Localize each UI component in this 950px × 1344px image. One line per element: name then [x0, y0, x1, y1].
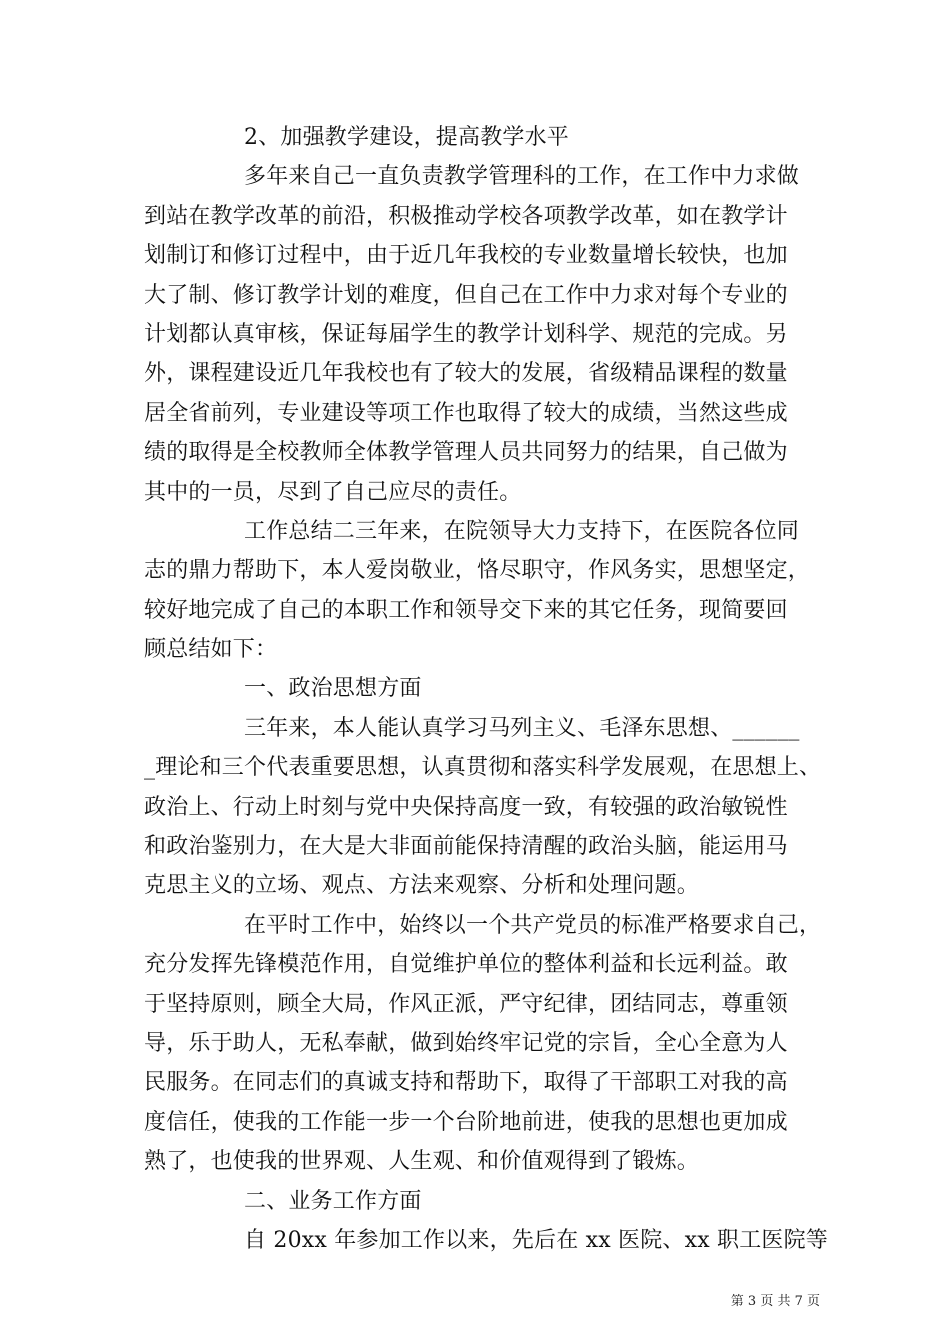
- text-line: 和政治鉴别力，在大是大非面前能保持清醒的政治头脑，能运用马: [144, 834, 788, 860]
- text-line: 充分发挥先锋模范作用，自觉维护单位的整体利益和长远利益。敢: [144, 952, 788, 978]
- text-line: _理论和三个代表重要思想，认真贯彻和落实科学发展观，在思想上、: [144, 755, 822, 781]
- text-line: 计划都认真审核，保证每届学生的教学计划科学、规范的完成。另: [144, 321, 788, 347]
- text-line: 划制订和修订过程中，由于近几年我校的专业数量增长较快，也加: [144, 243, 788, 269]
- text-line: 自 20xx 年参加工作以来，先后在 xx 医院、xx 职工医院等: [244, 1227, 829, 1253]
- document-body: [144, 118, 834, 1260]
- text-line: 到站在教学改革的前沿，积极推动学校各项教学改革，如在教学计: [144, 203, 788, 229]
- text-line: 居全省前列，专业建设等项工作也取得了较大的成绩，当然这些成: [144, 400, 788, 426]
- text-line: 三年来，本人能认真学习马列主义、毛泽东思想、______: [244, 715, 800, 741]
- text-line: 外，课程建设近几年我校也有了较大的发展，省级精品课程的数量: [144, 361, 788, 387]
- text-line: 绩的取得是全校教师全体教学管理人员共同努力的结果，自己做为: [144, 440, 788, 466]
- page-number: 第 3 页 共 7 页: [730, 1294, 820, 1309]
- text-line: 较好地完成了自己的本职工作和领导交下来的其它任务，现简要回: [144, 597, 788, 623]
- text-line: 度信任，使我的工作能一步一个台阶地前进，使我的思想也更加成: [144, 1109, 788, 1135]
- text-line: 民服务。在同志们的真诚支持和帮助下，取得了干部职工对我的高: [144, 1070, 788, 1096]
- text-line: 克思主义的立场、观点、方法来观察、分析和处理问题。: [144, 873, 700, 899]
- text-line: 于坚持原则，顾全大局，作风正派，严守纪律，团结同志，尊重领: [144, 991, 788, 1017]
- section-heading: 一、政治思想方面: [244, 676, 422, 702]
- text-line: 多年来自己一直负责教学管理科的工作，在工作中力求做: [244, 164, 800, 190]
- text-line: 在平时工作中，始终以一个共产党员的标准严格要求自己，: [244, 912, 822, 938]
- text-line: 志的鼎力帮助下，本人爱岗敬业，恪尽职守，作风务实，思想坚定，: [144, 558, 811, 584]
- text-line: 其中的一员，尽到了自己应尽的责任。: [144, 479, 522, 505]
- text-line: 熟了，也使我的世界观、人生观、和价值观得到了锻炼。: [144, 1149, 700, 1175]
- text-line: 顾总结如下：: [144, 637, 278, 663]
- text-line: 导，乐于助人，无私奉献，做到始终牢记党的宗旨，全心全意为人: [144, 1030, 788, 1056]
- section-heading: 二、业务工作方面: [244, 1188, 422, 1214]
- text-line: 2、加强教学建设，提高教学水平: [244, 125, 569, 150]
- text-line: 工作总结二三年来，在院领导大力支持下，在医院各位同: [244, 518, 800, 544]
- text-line: 大了制、修订教学计划的难度，但自己在工作中力求对每个专业的: [144, 282, 788, 308]
- text-line: 政治上、行动上时刻与党中央保持高度一致，有较强的政治敏锐性: [144, 794, 788, 820]
